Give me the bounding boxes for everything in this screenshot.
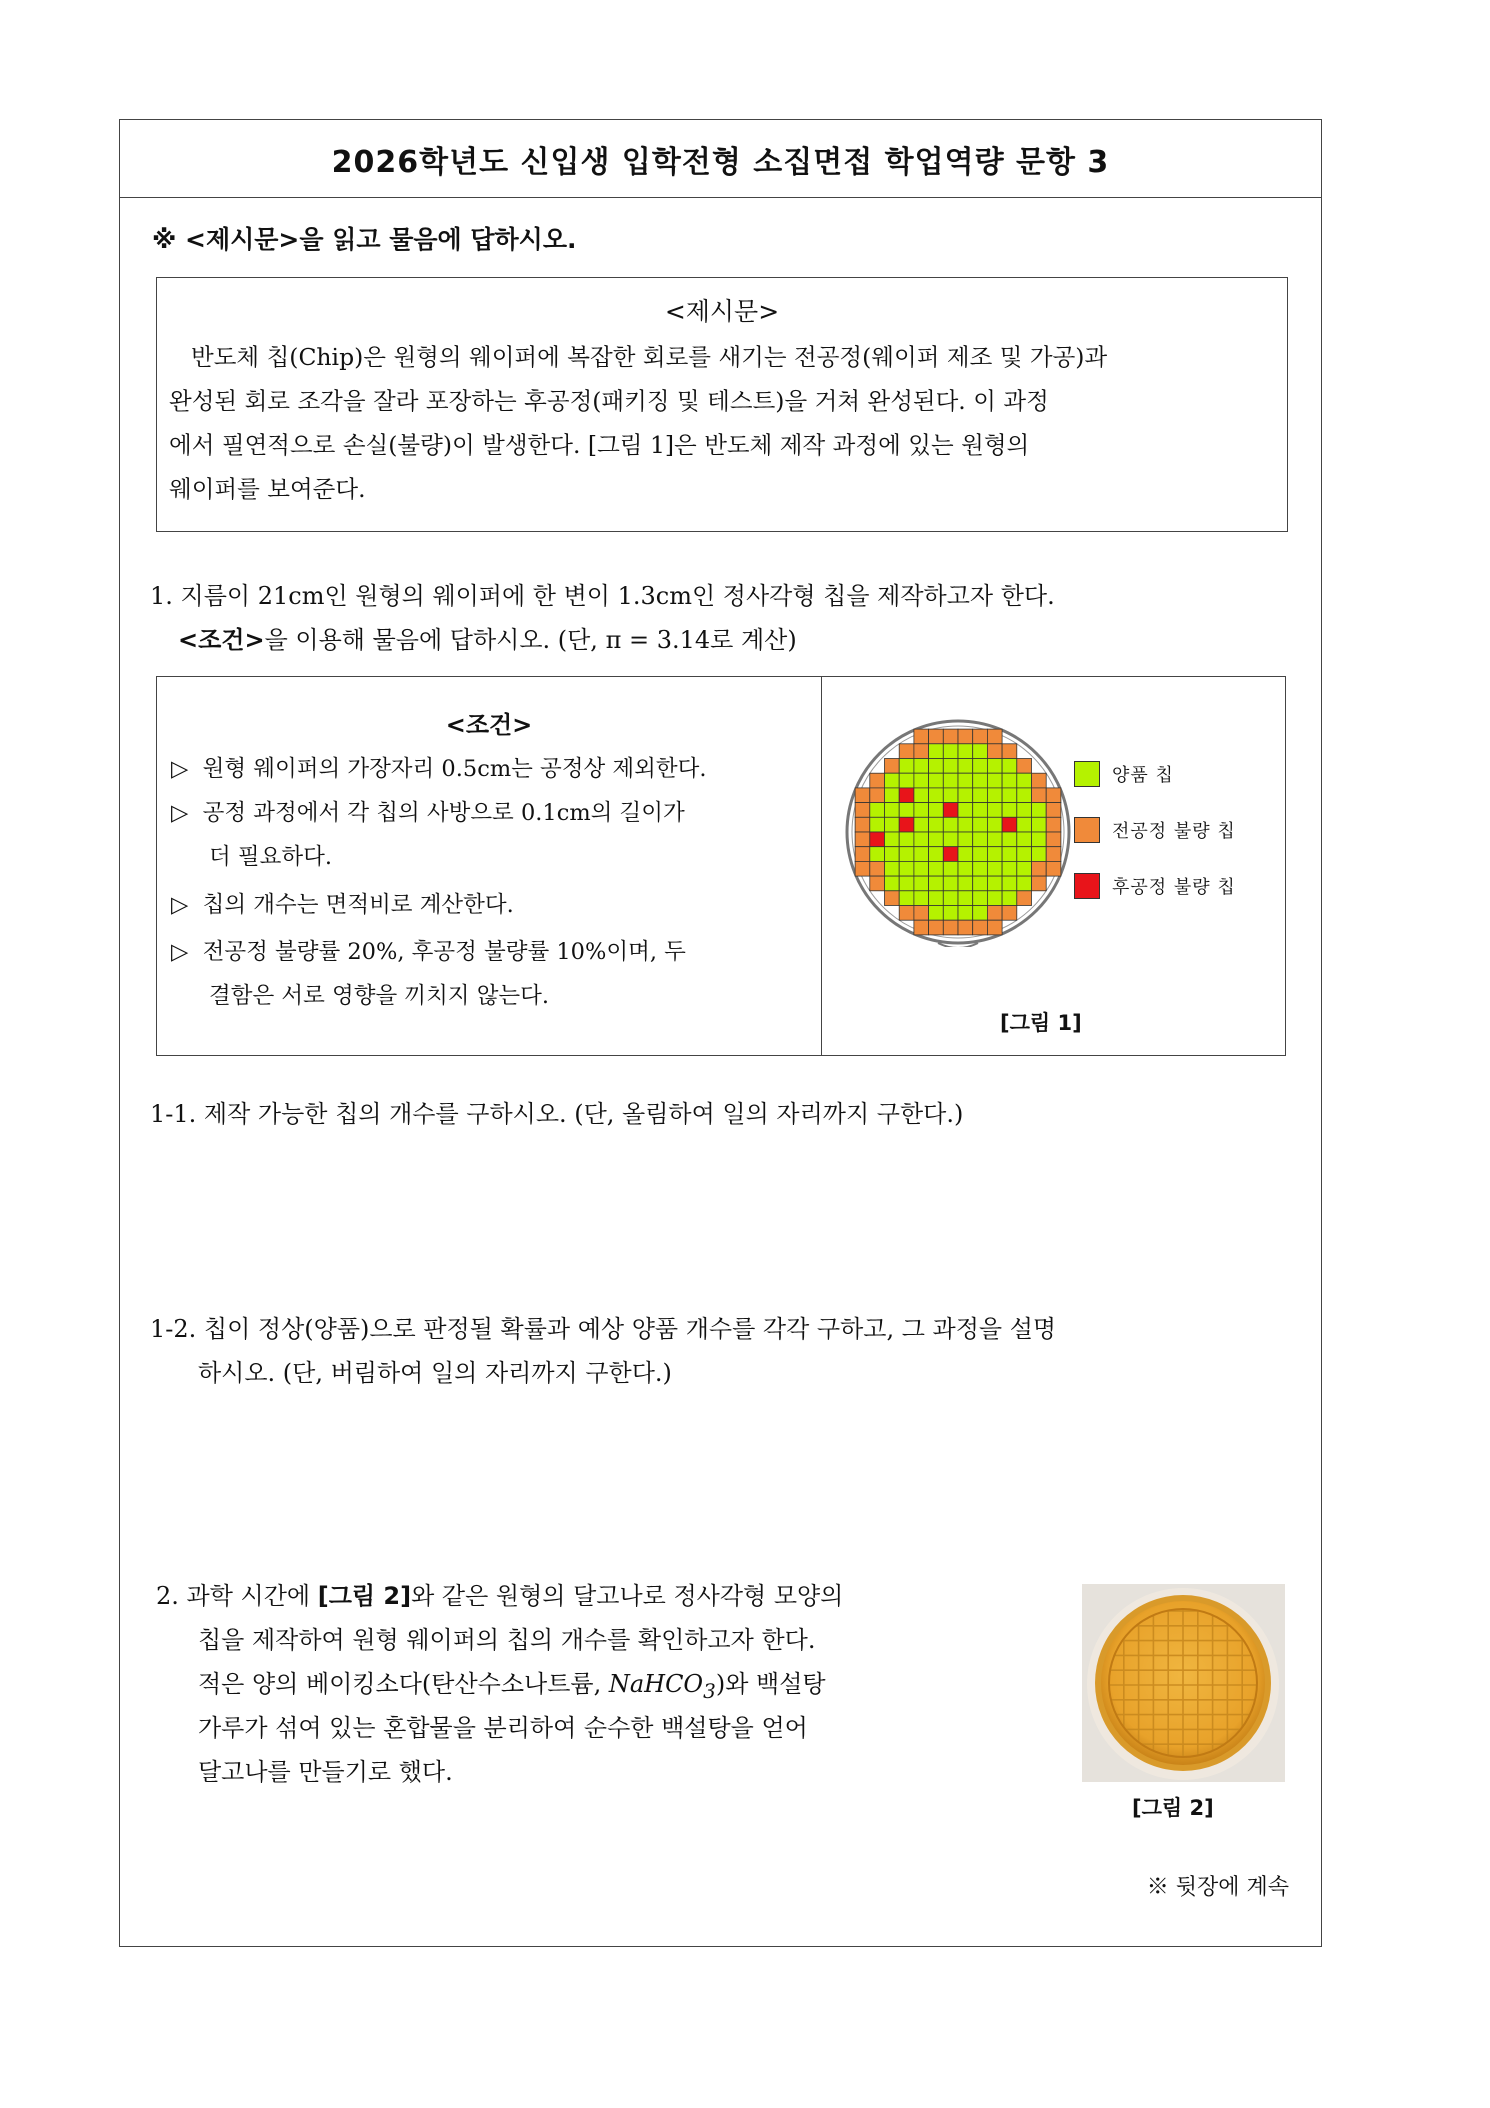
passage-box [156,277,1288,532]
triangle-icon: ▷ [171,939,189,965]
wafer-chip [958,788,973,803]
legend-item-front-defect [1074,817,1236,843]
triangle-icon: ▷ [171,800,189,826]
wafer-chip [973,803,988,818]
footer-note: ※ 뒷장에 계속 [1146,1875,1289,1900]
wafer-chip [1002,817,1017,832]
wafer-chip [1017,861,1032,876]
wafer-chip [958,832,973,847]
wafer-chip [1032,861,1047,876]
wafer-chip [973,817,988,832]
wafer-chip [943,920,958,935]
wafer-chip [973,832,988,847]
condition-heading: <조건> [445,711,533,739]
wafer-chip [958,847,973,862]
wafer-chip [973,788,988,803]
wafer-chip [987,773,1002,788]
wafer-chip [899,906,914,921]
wafer-chip [855,832,870,847]
passage-line: 웨이퍼를 보여준다. [169,475,366,503]
legend-item-good [1074,761,1174,787]
wafer-chip [973,891,988,906]
question-1-2-line-1: 1-2. 칩이 정상(양품)으로 판정될 확률과 예상 양품 개수를 각각 구하고, 그 과정을 설명 [150,1315,1057,1343]
wafer-chip [1017,773,1032,788]
wafer-chip [1017,803,1032,818]
wafer-chip [958,861,973,876]
question-2-text: 적은 양의 베이킹소다(탄산수소나트륨, [198,1670,609,1698]
wafer-chip [914,861,929,876]
wafer-chip [987,906,1002,921]
wafer-chip [1032,803,1047,818]
question-2-text: )와 백설탕 [715,1670,826,1698]
condition-text: 공정 과정에서 각 칩의 사방으로 0.1cm의 길이가 [202,800,685,826]
wafer-chip [855,817,870,832]
wafer-chip [929,920,944,935]
wafer-chip [899,847,914,862]
wafer-chip [1002,744,1017,759]
figure-2-caption: [그림 2] [1132,1796,1214,1820]
wafer-chip [914,832,929,847]
wafer-chip [929,729,944,744]
page-title: 2026학년도 신입생 입학전형 소집면접 학업역량 문항 3 [331,144,1110,180]
wafer-chip [1002,803,1017,818]
wafer-chip [870,773,885,788]
condition-ref: <조건> [178,626,265,654]
wafer-chip [929,744,944,759]
wafer-chip [914,773,929,788]
wafer-chip [929,759,944,774]
page-frame [119,119,1322,1947]
wafer-chip [1017,788,1032,803]
condition-text: 칩의 개수는 면적비로 계산한다. [202,892,514,918]
wafer-chip [987,759,1002,774]
wafer-chip [885,891,900,906]
wafer-chip [987,861,1002,876]
dalgona-image [1082,1584,1285,1782]
legend-swatch [1074,761,1100,787]
wafer-chip [958,773,973,788]
wafer-chip [1032,832,1047,847]
wafer-chip [855,847,870,862]
wafer-chip [1002,876,1017,891]
wafer-figure [843,717,1073,947]
wafer-chip [929,861,944,876]
wafer-chip [899,744,914,759]
wafer-chip [987,817,1002,832]
wafer-chip [1017,876,1032,891]
wafer-chip [973,906,988,921]
wafer-chip [914,803,929,818]
wafer-chip [885,861,900,876]
wafer-chip [987,803,1002,818]
wafer-chip [987,788,1002,803]
wafer-chip [885,803,900,818]
condition-continuation: 더 필요하다. [209,844,332,870]
wafer-chip [943,847,958,862]
question-1-line-1: 1. 지름이 21cm인 원형의 웨이퍼에 한 변이 1.3cm인 정사각형 칩을 제작하고자 한다. [150,582,1055,610]
wafer-chip [943,744,958,759]
wafer-chip [929,773,944,788]
wafer-chip [855,861,870,876]
wafer-chip [1002,906,1017,921]
triangle-icon: ▷ [171,892,189,918]
instruction: ※ <제시문>을 읽고 물음에 답하시오. [152,225,577,254]
wafer-chip [987,891,1002,906]
wafer-chip [870,832,885,847]
wafer-chip [958,744,973,759]
wafer-chip [987,847,1002,862]
wafer-chip [914,788,929,803]
wafer-chip [870,803,885,818]
wafer-chip [885,832,900,847]
wafer-chip [899,817,914,832]
wafer-chip [1017,891,1032,906]
legend-label: 전공정 불량 칩 [1112,821,1236,842]
condition-continuation: 결함은 서로 영향을 끼치지 않는다. [209,983,550,1009]
formula-subscript: 3 [703,1678,716,1703]
wafer-chip [1032,773,1047,788]
wafer-chip [987,729,1002,744]
wafer-chip [973,876,988,891]
wafer-chip [973,861,988,876]
wafer-chip [914,891,929,906]
wafer-chip [1002,788,1017,803]
wafer-chip [973,729,988,744]
question-2-line-1 [156,1574,843,1618]
condition-item [171,934,686,966]
wafer-chip [914,759,929,774]
wafer-chip [870,817,885,832]
wafer-chip [914,744,929,759]
wafer-chip [1002,773,1017,788]
wafer-chip [899,773,914,788]
wafer-chip [973,920,988,935]
question-1-2-line-2: 하시오. (단, 버림하여 일의 자리까지 구한다.) [198,1359,672,1387]
wafer-chip [1046,847,1061,862]
question-2-line-4: 가루가 섞여 있는 혼합물을 분리하여 순수한 백설탕을 얻어 [198,1714,808,1742]
wafer-chip [1017,847,1032,862]
wafer-chip [870,876,885,891]
wafer-chip [943,729,958,744]
condition-item [171,887,514,919]
wafer-chip [885,773,900,788]
wafer-chip [870,788,885,803]
condition-box [156,676,1286,1056]
wafer-chip [914,906,929,921]
wafer-chip [1046,861,1061,876]
wafer-chip [958,729,973,744]
wafer-chip [943,906,958,921]
wafer-chip [899,891,914,906]
wafer-chip [929,847,944,862]
passage-line: 반도체 칩(Chip)은 원형의 웨이퍼에 복잡한 회로를 새기는 전공정(웨이퍼 제조 및 가공)과 [191,343,1108,371]
condition-panel [157,677,822,1055]
wafer-chip [958,759,973,774]
formula-main: NaHCO [608,1670,704,1698]
wafer-chip [958,803,973,818]
passage-line: 완성된 회로 조각을 잘라 포장하는 후공정(패키징 및 테스트)을 거쳐 완성된다. 이 과정 [169,387,1049,415]
wafer-chip [973,773,988,788]
wafer-chip [855,788,870,803]
wafer-chip [1032,817,1047,832]
condition-item [171,751,707,783]
wafer-chip [1017,759,1032,774]
wafer-chip [943,773,958,788]
question-1-1: 1-1. 제작 가능한 칩의 개수를 구하시오. (단, 올림하여 일의 자리까지 구한다.) [150,1100,964,1128]
wafer-chip [958,891,973,906]
wafer-chip [987,920,1002,935]
wafer-chip [929,891,944,906]
wafer-chip [973,847,988,862]
wafer-chip [1046,832,1061,847]
question-2-text: 2. 과학 시간에 [156,1582,318,1610]
wafer-chip [1046,803,1061,818]
wafer-chip [929,803,944,818]
wafer-chip [943,832,958,847]
wafer-chip [943,803,958,818]
wafer-chip [1017,832,1032,847]
wafer-chip [943,876,958,891]
wafer-chip [929,788,944,803]
question-1-rest: 을 이용해 물음에 답하시오. (단, π = 3.14로 계산) [264,626,797,654]
wafer-chip [914,847,929,862]
wafer-chip [1002,759,1017,774]
wafer-chip [870,861,885,876]
wafer-chip [958,817,973,832]
wafer-chip [1046,788,1061,803]
wafer-chip [929,817,944,832]
wafer-chip [899,788,914,803]
legend-label: 양품 칩 [1112,765,1174,786]
wafer-chip [943,759,958,774]
wafer-chip [914,920,929,935]
wafer-chip [943,817,958,832]
wafer-chip [987,876,1002,891]
wafer-chip [1002,891,1017,906]
wafer-chip [914,729,929,744]
wafer-chip [885,817,900,832]
wafer-chip [973,759,988,774]
wafer-chip [987,744,1002,759]
condition-item [171,795,685,827]
wafer-chip [1032,876,1047,891]
wafer-chip [987,832,1002,847]
legend-label: 후공정 불량 칩 [1112,877,1236,898]
wafer-chip [929,832,944,847]
wafer-chip [958,920,973,935]
wafer-chip [885,847,900,862]
wafer-chip [1002,861,1017,876]
wafer-chip [899,861,914,876]
figure-2-ref: [그림 2] [317,1582,412,1610]
wafer-chip [958,906,973,921]
wafer-chip [885,759,900,774]
wafer-chip [870,847,885,862]
wafer-chip [1017,817,1032,832]
wafer-chip [885,876,900,891]
wafer-chip [929,876,944,891]
question-2-line-2: 칩을 제작하여 원형 웨이퍼의 칩의 개수를 확인하고자 한다. [198,1626,816,1654]
title-bar [120,120,1321,198]
figure-1-caption: [그림 1] [1000,1011,1082,1035]
wafer-chip [958,876,973,891]
wafer-chip [885,788,900,803]
wafer-chip [899,803,914,818]
wafer-chip [914,876,929,891]
wafer-chip [1002,847,1017,862]
wafer-chip [899,876,914,891]
wafer-chip [1032,847,1047,862]
condition-text: 원형 웨이퍼의 가장자리 0.5cm는 공정상 제외한다. [202,756,707,782]
wafer-chip [899,759,914,774]
wafer-chip [899,832,914,847]
wafer-chip [1046,817,1061,832]
question-2-line-5: 달고나를 만들기로 했다. [198,1758,453,1786]
wafer-chip [1032,788,1047,803]
wafer-chip [914,817,929,832]
wafer-chip [1002,832,1017,847]
question-1-line-2 [178,618,797,662]
wafer-chip [943,891,958,906]
legend-swatch [1074,873,1100,899]
wafer-chip [855,803,870,818]
wafer-chip [943,788,958,803]
condition-text: 전공정 불량률 20%, 후공정 불량률 10%이며, 두 [202,939,686,965]
legend-item-back-defect [1074,873,1236,899]
question-2-text: 와 같은 원형의 달고나로 정사각형 모양의 [411,1582,844,1610]
chemical-formula [608,1670,716,1703]
legend-swatch [1074,817,1100,843]
wafer-chip [929,906,944,921]
triangle-icon: ▷ [171,756,189,782]
wafer-chip [973,744,988,759]
passage-line: 에서 필연적으로 손실(불량)이 발생한다. [그림 1]은 반도체 제작 과정에 있는 원형의 [169,431,1030,459]
passage-heading: <제시문> [664,297,780,326]
wafer-chip [943,861,958,876]
